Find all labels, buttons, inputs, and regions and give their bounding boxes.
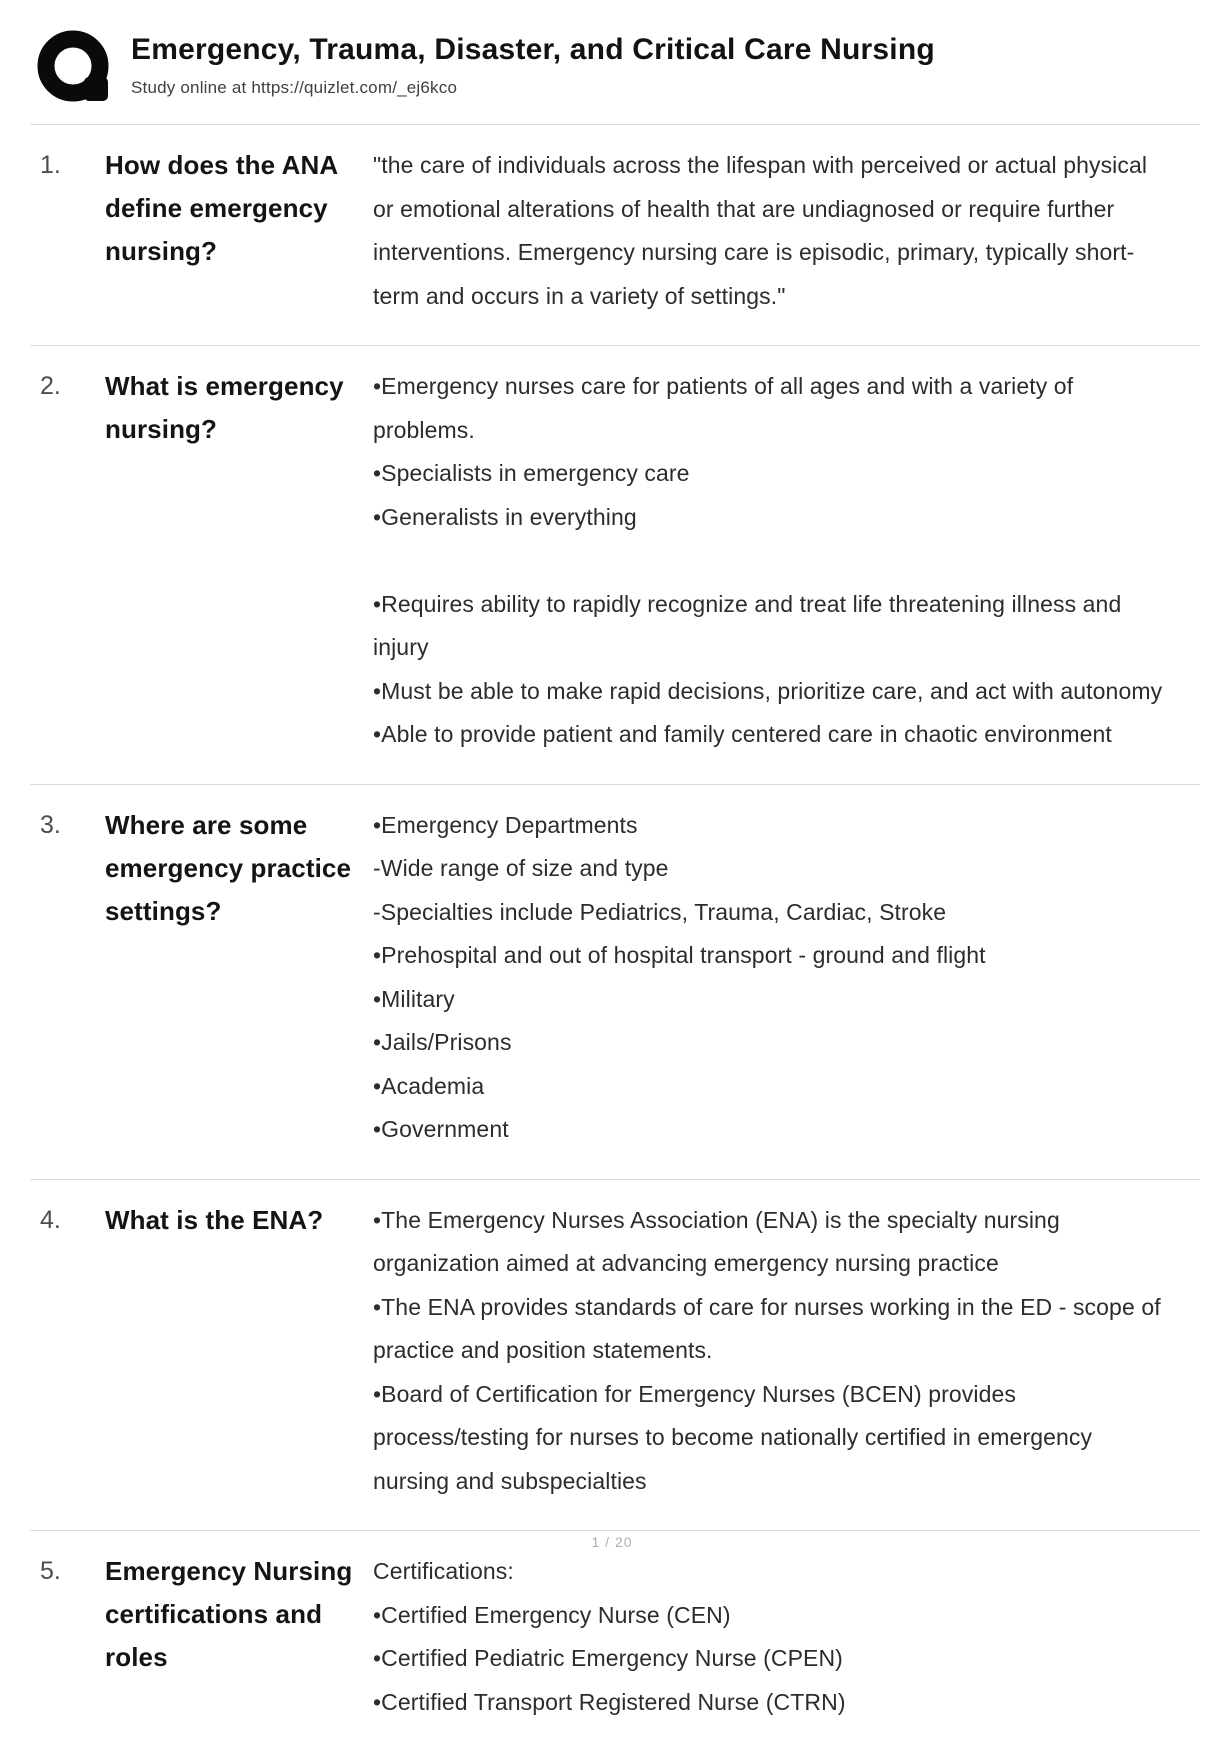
- item-number: 5.: [40, 1557, 61, 1585]
- answer-line: •Prehospital and out of hospital transport - ground and flight: [373, 942, 986, 968]
- page-indicator: 1 / 20: [591, 1534, 633, 1550]
- answer-line: •Certified Emergency Nurse (CEN): [373, 1601, 731, 1628]
- answer-line: •Certified Transport Registered Nurse (CTRN): [373, 1688, 846, 1715]
- item-question: What is emergency nursing?: [105, 371, 344, 444]
- answer-line: •Emergency Departments: [373, 811, 638, 838]
- item-number: 2.: [40, 372, 61, 400]
- answer-line: •Government: [373, 1116, 509, 1142]
- answer-line: -Specialties include Pediatrics, Trauma, Cardiac, Stroke: [373, 898, 947, 925]
- header: [30, 0, 1200, 125]
- answer-line: •Generalists in everything: [373, 503, 637, 530]
- item-number: 4.: [40, 1205, 61, 1234]
- answer-line: •Certified Pediatric Emergency Nurse (CPEN): [373, 1645, 843, 1671]
- answer-line: •Jails/Prisons: [373, 1029, 512, 1055]
- item-answer: [373, 144, 1172, 318]
- answer-line: •Requires ability to rapidly recognize and treat life threatening illness and injury: [373, 590, 1122, 660]
- qa-item: [30, 125, 1200, 346]
- item-answer: [373, 1199, 1172, 1504]
- answer-line: •Emergency nurses care for patients of all ages and with a variety of problems.: [373, 373, 1074, 443]
- answer-line: "the care of individuals across the lifespan with perceived or actual physical or emotional alterations of health that are undiagnosed or require further interventions. Emergency nursing care is episodic, primary, typically short-term and occurs in a variety of settings.": [373, 152, 1148, 309]
- item-answer: [373, 365, 1172, 757]
- item-number: 1.: [40, 151, 61, 179]
- answer-line: -Wide range of size and type: [373, 855, 669, 881]
- item-question: Emergency Nursing certifications and roles: [105, 1556, 353, 1672]
- item-question: How does the ANA define emergency nursing?: [105, 150, 338, 266]
- item-answer: [373, 1550, 1172, 1724]
- qa-item: [30, 1531, 1200, 1751]
- answer-line: •Specialists in emergency care: [373, 460, 690, 486]
- answer-line: [373, 539, 1172, 583]
- qa-item: [30, 785, 1200, 1180]
- answer-line: •The ENA provides standards of care for nurses working in the ED - scope of practice and position statements.: [373, 1293, 1161, 1363]
- qa-list: [30, 125, 1200, 1751]
- answer-line: •Board of Certification for Emergency Nurses (BCEN) provides process/testing for nurses to become nationally certified in emergency nursing and subspecialties: [373, 1380, 1093, 1494]
- quizlet-q-logo-icon: [33, 26, 115, 108]
- item-question: What is the ENA?: [105, 1204, 324, 1235]
- answer-line: •Military: [373, 985, 455, 1012]
- item-number: 3.: [40, 810, 61, 839]
- qa-item: [30, 346, 1200, 785]
- answer-line: Certifications:: [373, 1558, 514, 1584]
- answer-line: •Academia: [373, 1072, 485, 1099]
- answer-line: •The Emergency Nurses Association (ENA) is the specialty nursing organization aimed at advancing emergency nursing practice: [373, 1206, 1060, 1276]
- item-answer: [373, 804, 1172, 1152]
- item-question: Where are some emergency practice settings?: [105, 809, 352, 926]
- study-online-link[interactable]: Study online at https://quizlet.com/_ej6kco: [131, 77, 458, 97]
- answer-line: •Must be able to make rapid decisions, prioritize care, and act with autonomy: [373, 677, 1163, 704]
- header-text: [131, 26, 935, 98]
- answer-line: •Able to provide patient and family centered care in chaotic environment: [373, 721, 1112, 747]
- page-title: Emergency, Trauma, Disaster, and Critical Care Nursing: [131, 33, 935, 66]
- footer: [0, 1534, 1224, 1552]
- qa-item: [30, 1180, 1200, 1532]
